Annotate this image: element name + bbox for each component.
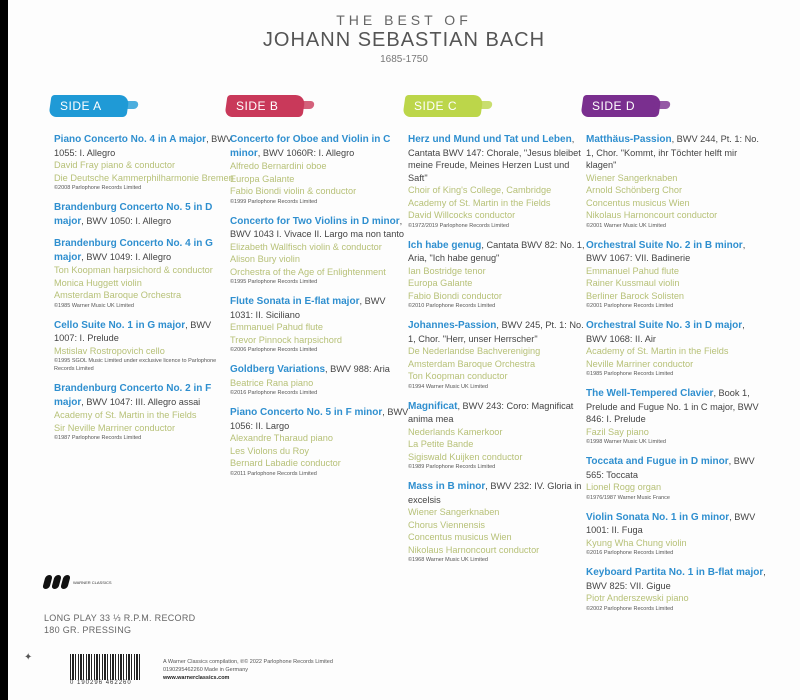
track-title: Orchestral Suite No. 3 in D major: [586, 320, 743, 331]
track-description: , BWV 825: VII. Gigue: [586, 567, 766, 591]
side-column: [230, 93, 410, 487]
performer: Alison Bury violin: [230, 254, 300, 264]
performer: Ton Koopman conductor: [408, 371, 508, 381]
track-copyright: ©1994 Warner Music UK Limited: [408, 383, 488, 390]
track-description: , BWV 1068: II. Air: [586, 320, 745, 344]
wb-logo-icon: [44, 575, 69, 589]
track-copyright: ©1987 Parlophone Records Limited: [54, 435, 142, 441]
track-copyright: ©1968 Warner Music UK Limited: [408, 557, 488, 563]
track-entry: [230, 215, 410, 287]
performer: Lionel Rogg organ: [586, 482, 662, 492]
track-title: Concerto for Two Violins in D minor: [230, 215, 400, 227]
track-title: The Well-Tempered Clavier: [586, 388, 714, 399]
track-copyright: ©2010 Parlophone Records Limited: [408, 303, 496, 309]
performer: Nikolaus Harnoncourt conductor: [408, 544, 540, 555]
performer: Fabio Biondi violin & conductor: [230, 186, 357, 196]
track-copyright: ©1972/2019 Parlophone Records Limited: [408, 222, 509, 229]
track-description: , BWV 1055: I. Allegro: [54, 134, 233, 158]
track-description: , BWV 1031: II. Siciliano: [230, 296, 386, 320]
performer: Mstislav Rostropovich cello: [54, 345, 165, 356]
record-speed: LONG PLAY 33 ⅓ R.P.M. RECORD: [44, 613, 196, 623]
track-description: , BWV 244, Pt. 1: No. 1, Chor. "Kommt, ihr Töchter helft mir klagen": [586, 134, 759, 170]
copyright-credits: [163, 658, 333, 682]
track-entry: [586, 239, 766, 311]
performer: Nikolaus Harnoncourt conductor: [586, 210, 718, 220]
performer: David Fray piano & conductor: [54, 160, 176, 170]
track-title: Brandenburg Concerto No. 5 in D major: [54, 202, 213, 227]
track-entry: [54, 201, 234, 228]
track-title: Brandenburg Concerto No. 2 in F major: [54, 383, 212, 408]
album-back-cover: [8, 0, 800, 700]
track-description: , BWV 1050: I. Allegro: [81, 215, 172, 226]
performer: Beatrice Rana piano: [230, 377, 314, 388]
performer: Orchestra of the Age of Enlightenment: [230, 266, 386, 277]
performer: Concentus musicus Wien: [408, 532, 512, 542]
performer: Fabio Biondi conductor: [408, 290, 502, 301]
barcode-number: 0 190296 462260: [70, 680, 132, 686]
track-title: Concerto for Oboe and Violin in C minor: [230, 134, 391, 159]
track-description: , Cantata BWV 82: No. 1, Aria, "Ich habe genug": [408, 239, 585, 263]
performer: Piotr Anderszewski piano: [586, 593, 689, 603]
side-column: [586, 93, 766, 622]
performer: Academy of St. Martin in the Fields: [408, 197, 551, 208]
performer: Fazil Say piano: [586, 426, 649, 437]
track-entry: [408, 133, 588, 230]
track-description: , BWV 232: IV. Gloria in excelsis: [408, 481, 582, 505]
performer: Berliner Barock Solisten: [586, 290, 685, 301]
track-title: Goldberg Variations: [230, 364, 326, 375]
track-copyright: ©1995 SGOL Music Limited under exclusive licence to Parlophone Records Limited: [54, 358, 217, 372]
track-entry: [230, 133, 410, 206]
performer: Europa Galante: [230, 173, 295, 184]
website-link[interactable]: www.warnerclassics.com: [163, 675, 230, 681]
performer: Alexandre Tharaud piano: [230, 433, 334, 443]
performer: Die Deutsche Kammerphilharmonie Bremen: [54, 172, 234, 183]
track-entry: [586, 566, 766, 613]
track-description: , BWV 243: Coro: Magnificat anima mea: [408, 400, 574, 424]
track-description: , BWV 988: Aria: [325, 364, 390, 374]
track-title: Magnificat: [408, 400, 458, 412]
performer: Rainer Kussmaul violin: [586, 278, 680, 288]
track-entry: [54, 382, 234, 442]
track-entry: [54, 319, 234, 374]
track-copyright: ©2001 Parlophone Records Limited: [586, 303, 674, 309]
side-column: [408, 93, 588, 573]
side-label: SIDE D: [592, 99, 636, 113]
performer: Sigiswald Kuijken conductor: [408, 451, 523, 462]
track-copyright: ©1999 Parlophone Records Limited: [230, 198, 318, 205]
track-description: , BWV 565: Toccata: [586, 456, 755, 480]
performer: Ton Koopman harpsichord & conductor: [54, 265, 213, 275]
performer: Monica Huggett violin: [54, 277, 142, 288]
album-title-block: [8, 12, 800, 65]
track-entry: [586, 319, 766, 378]
track-copyright: ©1989 Parlophone Records Limited: [408, 464, 496, 470]
side-label: SIDE C: [414, 99, 458, 113]
track-description: , Cantata BWV 147: Chorale, "Jesus bleibet meine Freude, Meines Herzen Lust und Saft": [408, 134, 581, 183]
track-description: , BWV 245, Pt. 1: No. 1, Chor. "Herr, unser Herrscher": [408, 320, 584, 344]
track-title: Toccata and Fugue in D minor: [586, 456, 729, 467]
credit-line-1: A Warner Classics compilation, ℗© 2022 Parlophone Records Limited: [163, 659, 333, 665]
track-copyright: ©1985 Parlophone Records Limited: [586, 371, 674, 377]
track-entry: [54, 133, 234, 192]
track-title: Flute Sonata in E-flat major: [230, 296, 360, 307]
track-copyright: ©1995 Parlophone Records Limited: [230, 279, 318, 285]
track-title: Orchestral Suite No. 2 in B minor: [586, 239, 743, 251]
performer: Emmanuel Pahud flute: [230, 322, 323, 332]
track-entry: [54, 237, 234, 310]
track-title: Keyboard Partita No. 1 in B-flat major: [586, 567, 764, 578]
track-title: Mass in B minor: [408, 481, 486, 492]
performer: David Willcocks conductor: [408, 210, 516, 220]
record-pressing: 180 GR. PRESSING: [44, 625, 132, 635]
track-description: , BWV 1067: VII. Badinerie: [586, 239, 746, 263]
track-title: Ich habe genug: [408, 239, 482, 251]
performer: Europa Galante: [408, 278, 473, 288]
composer-years: 1685-1750: [380, 54, 428, 65]
track-title: Piano Concerto No. 4 in A major: [54, 134, 207, 145]
barcode: [70, 654, 140, 686]
side-label-brush: [404, 93, 482, 119]
track-copyright: ©2016 Parlophone Records Limited: [230, 390, 318, 396]
track-description: , BWV 1047: III. Allegro assai: [81, 396, 201, 407]
performer: Concentus musicus Wien: [586, 197, 690, 208]
track-copyright: ©2002 Parlophone Records Limited: [586, 605, 674, 612]
track-entry: [586, 387, 766, 446]
track-description: , Book 1, Prelude and Fugue No. 1 in C major, BWV 846: I. Prelude: [586, 388, 759, 424]
performer: Alfredo Bernardini oboe: [230, 161, 327, 171]
track-copyright: ©1985 Warner Music UK Limited: [54, 302, 134, 309]
performer: Academy of St. Martin in the Fields: [586, 346, 729, 356]
track-copyright: ©2011 Parlophone Records Limited: [230, 470, 317, 477]
performer: Wiener Sangerknaben: [586, 172, 678, 183]
performer: Trevor Pinnock harpsichord: [230, 334, 342, 345]
track-copyright: ©2008 Parlophone Records Limited: [54, 185, 142, 191]
side-label-brush: [582, 93, 660, 119]
recycle-figure-icon: ✦: [24, 652, 33, 663]
performer: Sir Neville Marriner conductor: [54, 422, 176, 433]
track-description: , BWV 1007: I. Prelude: [54, 319, 212, 343]
track-description: , BWV 1001: II. Fuga: [586, 511, 756, 535]
track-description: , BWV 1049: I. Allegro: [81, 251, 172, 262]
track-title: Piano Concerto No. 5 in F minor: [230, 407, 383, 418]
track-description: , BWV 1056: II. Largo: [230, 407, 409, 431]
track-entry: [230, 406, 410, 478]
track-entry: [586, 133, 766, 230]
barcode-lines: [70, 654, 140, 680]
side-column: [54, 93, 234, 451]
performer: Academy of St. Martin in the Fields: [54, 410, 197, 420]
performer: Les Violons du Roy: [230, 445, 309, 456]
performer: Choir of King's College, Cambridge: [408, 185, 552, 195]
track-description: , BWV 1060R: I. Allegro: [257, 147, 355, 158]
side-label-brush: [50, 93, 128, 119]
performer: Emmanuel Pahud flute: [586, 265, 679, 276]
track-entry: [408, 239, 588, 311]
performer: Kyung Wha Chung violin: [586, 537, 687, 548]
track-description: , BWV 1043 I. Vivace II. Largo ma non tanto: [230, 215, 404, 239]
track-title: Herz und Mund und Tat und Leben: [408, 134, 572, 145]
performer: De Nederlandse Bachvereniging: [408, 346, 541, 356]
track-entry: [408, 480, 588, 564]
performer: Nederlands Kamerkoor: [408, 426, 503, 437]
track-entry: [230, 295, 410, 354]
credit-line-2: 0190295462260 Made in Germany: [163, 667, 249, 673]
title-line-1: THE BEST OF: [336, 12, 472, 28]
side-label: SIDE A: [60, 99, 102, 113]
track-copyright: ©2001 Warner Music UK Limited: [586, 222, 666, 229]
performer: Amsterdam Baroque Orchestra: [408, 358, 536, 369]
record-info: [44, 612, 195, 636]
performer: Bernard Labadie conductor: [230, 458, 341, 468]
title-composer: JOHANN SEBASTIAN BACH: [262, 29, 546, 51]
performer: La Petite Bande: [408, 439, 474, 449]
track-entry: [586, 455, 766, 502]
track-title: Cello Suite No. 1 in G major: [54, 319, 186, 331]
track-copyright: ©1976/1987 Warner Music France: [586, 494, 670, 501]
track-copyright: ©2006 Parlophone Records Limited: [230, 347, 318, 353]
performer: Neville Marriner conductor: [586, 358, 694, 369]
performer: Ian Bostridge tenor: [408, 265, 486, 276]
performer: Elizabeth Wallfisch violin & conductor: [230, 241, 382, 252]
performer: Wiener Sangerknaben: [408, 507, 500, 517]
side-label: SIDE B: [236, 99, 279, 113]
side-label-brush: [226, 93, 304, 119]
performer: Amsterdam Baroque Orchestra: [54, 290, 182, 300]
track-entry: [586, 511, 766, 558]
track-entry: [230, 363, 410, 397]
performer: Arnold Schönberg Chor: [586, 185, 683, 195]
track-copyright: ©1998 Warner Music UK Limited: [586, 439, 666, 445]
track-entry: [408, 319, 588, 391]
logo-text: WARNER CLASSICS: [73, 579, 112, 585]
track-title: Violin Sonata No. 1 in G minor: [586, 511, 730, 523]
track-entry: [408, 400, 588, 472]
performer: Chorus Viennensis: [408, 519, 485, 530]
track-copyright: ©2016 Parlophone Records Limited: [586, 550, 674, 556]
track-title: Matthäus-Passion: [586, 134, 672, 145]
track-title: Brandenburg Concerto No. 4 in G major: [54, 238, 213, 263]
warner-classics-logo: [44, 575, 112, 589]
track-title: Johannes-Passion: [408, 320, 497, 331]
